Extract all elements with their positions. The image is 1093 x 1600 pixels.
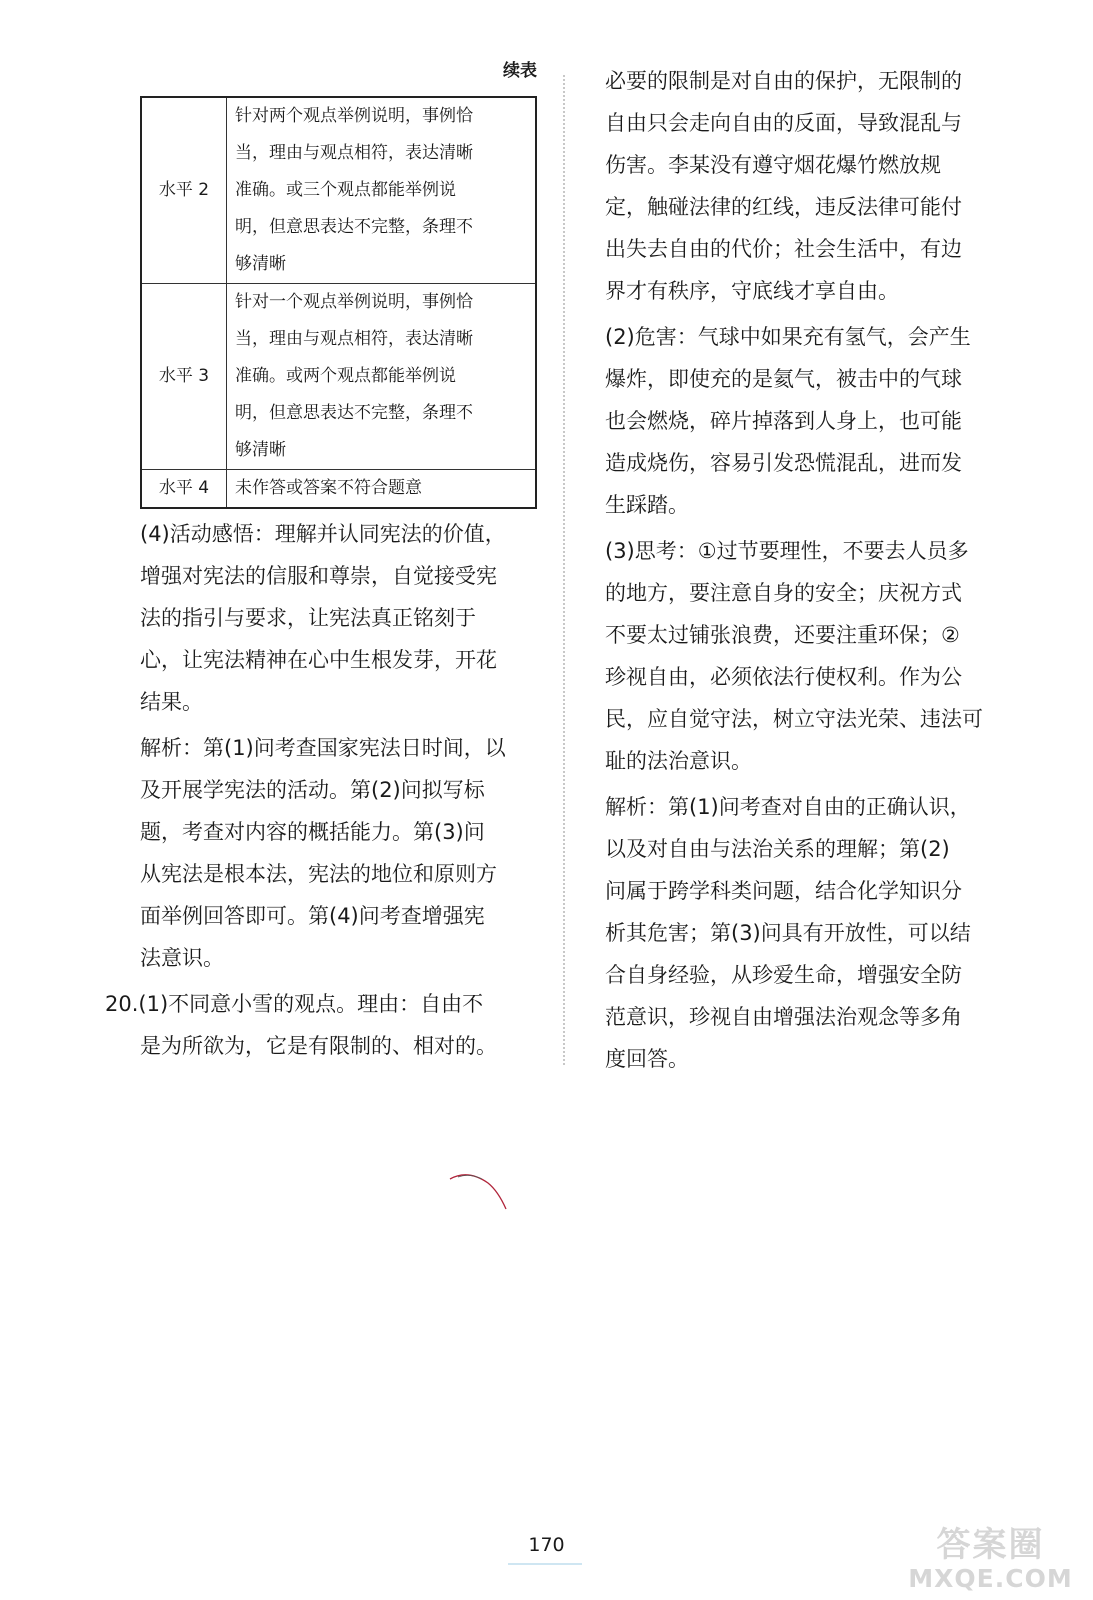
text-line: 生踩踏。: [605, 493, 689, 517]
text-line: 爆炸，即使充的是氦气，被击中的气球: [605, 367, 962, 391]
text-line: 从宪法是根本法，宪法的地位和原则方: [140, 862, 497, 886]
text-line: 以及对自由与法治关系的理解；第(2): [605, 837, 950, 861]
text-line: 法意识。: [140, 946, 224, 970]
right-column: [605, 60, 1005, 1080]
right-text: [605, 60, 1005, 1080]
page-number-underline: [508, 1563, 582, 1565]
answer-paragraph: [105, 727, 545, 979]
column-divider: [563, 75, 565, 1065]
text-line: 度回答。: [605, 1047, 689, 1071]
answer-paragraph: [605, 530, 1005, 782]
text-line: 解析：第(1)问考查国家宪法日时间，以: [140, 736, 506, 760]
text-line: 问属于跨学科类问题，结合化学知识分: [605, 879, 962, 903]
rubric-criteria-line: 当，理由与观点相符，表达清晰: [235, 143, 473, 163]
text-line: 伤害。李某没有遵守烟花爆竹燃放规: [605, 153, 941, 177]
left-text: [105, 509, 545, 1067]
page-number: 170: [528, 1534, 565, 1556]
rubric-row: [141, 284, 536, 470]
text-line: 结果。: [140, 690, 203, 714]
pen-stroke-mark: [448, 1163, 510, 1213]
rubric-row: [141, 97, 536, 284]
rubric-criteria-line: 针对两个观点举例说明，事例恰: [235, 106, 473, 126]
text-line: 解析：第(1)问考查对自由的正确认识，: [605, 795, 971, 819]
answer-paragraph: [605, 316, 1005, 526]
rubric-table: [140, 96, 537, 509]
rubric-level: 水平 2: [141, 97, 227, 284]
text-line: 的地方，要注意自身的安全；庆祝方式: [605, 581, 962, 605]
text-line: 耻的法治意识。: [605, 749, 752, 773]
answer-paragraph: [605, 786, 1005, 1080]
text-line: (3)思考：①过节要理性，不要去人员多: [605, 539, 969, 563]
rubric-criteria-line: 准确。或两个观点都能举例说: [235, 366, 456, 386]
rubric-criteria-line: 未作答或答案不符合题意: [235, 478, 422, 498]
text-line: 不要太过铺张浪费，还要注重环保；②: [605, 623, 960, 647]
text-line: 出失去自由的代价；社会生活中，有边: [605, 237, 962, 261]
text-line: 也会燃烧，碎片掉落到人身上，也可能: [605, 409, 962, 433]
rubric-criteria: [227, 284, 537, 470]
text-line: 界才有秩序，守底线才享自由。: [605, 279, 899, 303]
text-line: 析其危害；第(3)问具有开放性，可以结: [605, 921, 971, 945]
text-line: 是为所欲为，它是有限制的、相对的。: [140, 1034, 497, 1058]
answer-paragraph: [105, 513, 545, 723]
rubric-criteria: [227, 470, 537, 509]
site-watermark: [898, 1525, 1083, 1597]
text-line: 范意识，珍视自由增强法治观念等多角: [605, 1005, 962, 1029]
text-line: 造成烧伤，容易引发恐慌混乱，进而发: [605, 451, 962, 475]
rubric-level: 水平 4: [141, 470, 227, 509]
answer-paragraph: [605, 60, 1005, 312]
rubric-criteria-line: 针对一个观点举例说明，事例恰: [235, 292, 473, 312]
watermark-text-top: 答案圈: [936, 1525, 1045, 1565]
text-line: 心，让宪法精神在心中生根发芽，开花: [140, 648, 497, 672]
rubric-criteria-line: 当，理由与观点相符，表达清晰: [235, 329, 473, 349]
rubric-criteria: [227, 97, 537, 284]
text-line: 20.(1)不同意小雪的观点。理由：自由不: [105, 992, 484, 1016]
rubric-level: 水平 3: [141, 284, 227, 470]
text-line: 增强对宪法的信服和尊崇，自觉接受宪: [140, 564, 497, 588]
text-line: 合自身经验，从珍爱生命，增强安全防: [605, 963, 962, 987]
rubric-criteria-line: 明，但意思表达不完整，条理不: [235, 217, 473, 237]
text-line: 珍视自由，必须依法行使权利。作为公: [605, 665, 962, 689]
rubric-criteria-line: 准确。或三个观点都能举例说: [235, 180, 456, 200]
text-line: 民，应自觉守法，树立守法光荣、违法可: [605, 707, 983, 731]
text-line: 面举例回答即可。第(4)问考查增强宪: [140, 904, 485, 928]
watermark-text-bottom: MXQE.COM: [908, 1564, 1073, 1593]
rubric-criteria-line: 够清晰: [235, 440, 286, 460]
text-line: 必要的限制是对自由的保护，无限制的: [605, 69, 962, 93]
text-line: 自由只会走向自由的反面，导致混乱与: [605, 111, 962, 135]
rubric-criteria-line: 够清晰: [235, 254, 286, 274]
text-line: 定，触碰法律的红线，违反法律可能付: [605, 195, 962, 219]
text-line: (2)危害：气球中如果充有氢气，会产生: [605, 325, 971, 349]
text-line: 题，考查对内容的概括能力。第(3)问: [140, 820, 485, 844]
rubric-criteria-line: 明，但意思表达不完整，条理不: [235, 403, 473, 423]
left-column: [105, 60, 545, 1067]
rubric-row: [141, 470, 536, 509]
text-line: 法的指引与要求，让宪法真正铭刻于: [140, 606, 476, 630]
table-continued-caption: 续表: [503, 61, 537, 81]
answer-paragraph: [105, 983, 545, 1067]
text-line: 及开展学宪法的活动。第(2)问拟写标: [140, 778, 485, 802]
text-line: (4)活动感悟：理解并认同宪法的价值，: [140, 522, 506, 546]
